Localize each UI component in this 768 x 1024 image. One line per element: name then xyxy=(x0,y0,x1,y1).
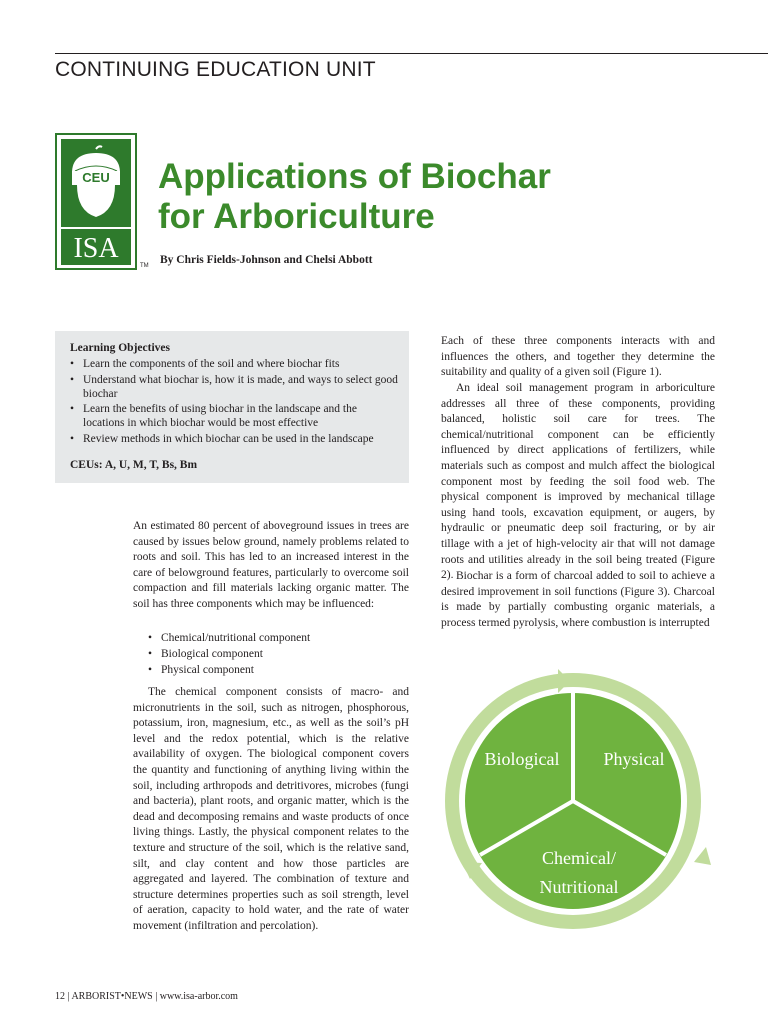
objective-item: • Learn the components of the soil and where biochar fits xyxy=(70,357,400,371)
right-paragraph-2: An ideal soil management program in arboriculture addresses all three of these components, providing balanced, holistic soil care for trees. The chemical/nutritional component can be efficiently influenced by direct applications of fertilizers, while materials such as compost and mulch affect the biological component most by feeding the soil food web. The physical component is improved by mechanical tillage using hand tools, excavation equipment, or augers, by hydraulic or pneumatic deep soil fracturing, or by air tillage with a jet of high-velocity air that will not damage roots and utilities already in the soil being treated (Figure 2). xyxy=(441,382,715,582)
right-paragraph-1: Each of these three components interacts with and influences the others, and together they determine the suitability and quality of a given soil (Figure 1). xyxy=(441,335,715,379)
title-line-1: Applications of Biochar xyxy=(158,157,551,196)
isa-ceu-logo xyxy=(55,133,137,270)
right-paragraph-3: Biochar is a form of charcoal added to soil to achieve a desired improvement in soil functions (Figure 3). Charcoal is made by partially combusting organic materials, a process termed pyrolysis, where combustion is interrupted xyxy=(441,570,715,629)
byline: By Chris Fields-Johnson and Chelsi Abbott xyxy=(160,254,373,266)
component-item: • Physical component xyxy=(148,662,310,678)
objective-item: • Understand what biochar is, how it is made, and ways to select good biochar xyxy=(70,373,400,401)
learning-objectives-heading: Learning Objectives xyxy=(70,342,170,354)
left-paragraph-2: The chemical component consists of macro- and micronutrients in the soil, such as nitrogen, phosphorous, potassium, iron, magnesium, etc., as well as the soil’s pH level and the redox potential, which is the relative availability of oxygen. The biological component covers the quantity and functioning of anything living within the soil, including arthropods and detritivores, microbes (fungi and bacteria), plant roots, and organic matter, which is the dead and decomposing remains and waste products of once living things. Lastly, the physical component relates to the texture and structure of the soil, which is the relative sand, silt, and clay content and how those particles are aggregated and layered. The combination of texture and structure determines properties such as soil strength, level of aeration, capacity to hold water, and the rate of water movement (infiltration and percolation). xyxy=(133,686,409,932)
objective-item: • Review methods in which biochar can be used in the landscape xyxy=(70,432,400,446)
ceu-codes: CEUs: A, U, M, T, Bs, Bm xyxy=(70,459,198,471)
component-item: • Biological component xyxy=(148,646,310,662)
trademark-mark: TM xyxy=(140,263,149,269)
soil-components-list xyxy=(148,630,310,678)
label-physical: Physical xyxy=(603,749,665,769)
header-rule xyxy=(55,53,768,54)
article-title xyxy=(158,157,551,237)
label-nutritional: Nutritional xyxy=(539,877,619,897)
ring-arrow-right xyxy=(694,847,711,865)
left-paragraph-1: An estimated 80 percent of aboveground issues in trees are caused by issues below ground, namely problems related to roots and soil. This has led to an increased interest in the care of belowground features, particularly to overcome soil compaction and fill materials lacking organic matter. The soil has three components which may be influenced: xyxy=(133,520,409,610)
objective-item: • Learn the benefits of using biochar in the landscape and the locations in which biochar would be most effective xyxy=(70,402,400,430)
label-biological: Biological xyxy=(484,749,560,769)
logo-ceu-text: CEU xyxy=(82,170,110,185)
component-item: • Chemical/nutritional component xyxy=(148,630,310,646)
page-footer: 12 | ARBORIST•NEWS | www.isa-arbor.com xyxy=(55,991,238,1002)
logo-isa-text: ISA xyxy=(73,233,119,264)
title-line-2: for Arboriculture xyxy=(158,197,435,236)
label-chemical: Chemical/ xyxy=(542,848,616,868)
soil-components-figure xyxy=(440,655,730,945)
section-label: CONTINUING EDUCATION UNIT xyxy=(55,58,376,81)
learning-objectives-list xyxy=(70,357,400,447)
